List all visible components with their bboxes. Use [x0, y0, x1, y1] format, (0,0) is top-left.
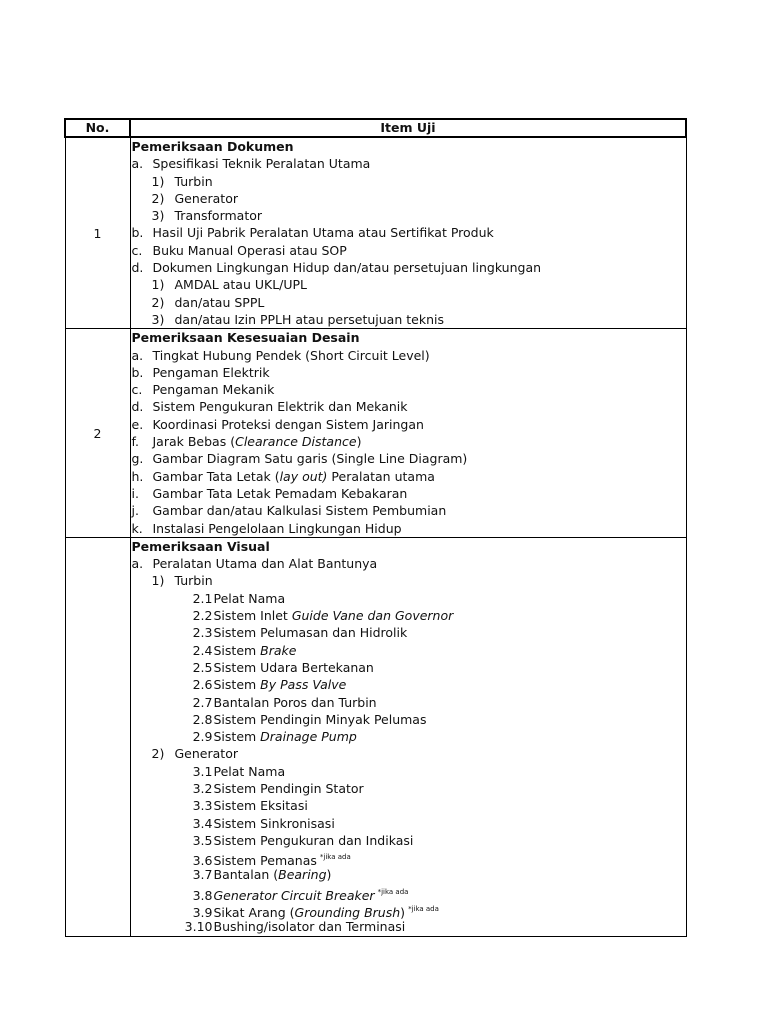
list-marker: b. — [131, 225, 144, 241]
list-item-lettered — [131, 520, 686, 537]
item-text: Pengaman Elektrik — [152, 364, 270, 380]
item-text: Generator Circuit Breaker — [213, 887, 375, 903]
list-item-subsection — [131, 676, 686, 693]
list-marker: 2) — [151, 190, 165, 206]
list-marker: 2.5 — [192, 659, 213, 675]
list-item-subsection — [131, 607, 686, 624]
list-item-subsection — [131, 797, 686, 814]
list-marker: 1) — [151, 277, 165, 293]
item-text: ) — [356, 434, 362, 450]
list-marker: d. — [131, 399, 144, 415]
list-marker: 3.1 — [192, 763, 213, 779]
item-text: Gambar Tata Letak Pemadam Kebakaran — [152, 485, 408, 501]
table-body — [65, 137, 686, 936]
item-text: Bushing/isolator dan Terminasi — [213, 919, 406, 935]
header-item-uji: Item Uji — [130, 119, 686, 137]
list-marker: 2.9 — [192, 729, 213, 745]
list-item-subsection — [131, 659, 686, 676]
list-item-lettered — [131, 433, 686, 450]
list-item-lettered — [131, 259, 686, 276]
list-marker: 2.4 — [192, 642, 213, 658]
list-marker: 3) — [151, 208, 165, 224]
item-text: Sistem Pendingin Stator — [213, 780, 364, 796]
list-marker: h. — [131, 468, 144, 484]
item-text: Grounding Brush — [294, 905, 401, 921]
list-item-lettered — [131, 155, 686, 172]
list-item-numbered — [131, 294, 686, 311]
list-marker: 3.6 — [192, 853, 213, 869]
list-item-subsection — [131, 711, 686, 728]
item-text: Generator — [174, 190, 238, 206]
item-text: Gambar Diagram Satu garis (Single Line Diagram) — [152, 451, 468, 467]
test-items-table — [64, 118, 687, 937]
item-text: dan/atau Izin PPLH atau persetujuan teknis — [174, 311, 444, 327]
item-text: Sistem Inlet — [213, 608, 292, 624]
list-marker: 2.6 — [192, 677, 213, 693]
row-number: 1 — [65, 137, 130, 329]
table-row — [65, 537, 686, 936]
item-text: Hasil Uji Pabrik Peralatan Utama atau Sertifikat Produk — [152, 225, 494, 241]
list-item-subsection — [131, 918, 686, 935]
item-text: Jarak Bebas ( — [152, 434, 236, 450]
list-item-lettered — [131, 468, 686, 485]
list-item-lettered — [131, 502, 686, 519]
item-text: Clearance Distance — [235, 434, 357, 450]
item-text: Koordinasi Proteksi dengan Sistem Jaringan — [152, 416, 424, 432]
list-marker: 3.7 — [192, 867, 213, 883]
item-text: AMDAL atau UKL/UPL — [174, 277, 308, 293]
list-marker: 3) — [151, 311, 165, 327]
table-row — [65, 137, 686, 329]
table-header-row — [65, 119, 686, 137]
item-text: Turbin — [174, 173, 213, 189]
list-marker: 2.8 — [192, 711, 213, 727]
list-item-lettered — [131, 555, 686, 572]
section-title: Pemeriksaan Kesesuaian Desain — [131, 330, 360, 346]
item-text: Peralatan utama — [327, 468, 435, 484]
item-text: lay out) — [279, 468, 328, 484]
item-text: Sistem Sinkronisasi — [213, 815, 335, 831]
item-text: Sistem Pemanas — [213, 853, 317, 869]
list-item-numbered — [131, 572, 686, 589]
item-text: Buku Manual Operasi atau SOP — [152, 242, 347, 258]
table-row — [65, 329, 686, 538]
item-text: Drainage Pump — [260, 729, 357, 745]
item-text: Pelat Nama — [213, 763, 286, 779]
list-marker: 2) — [151, 746, 165, 762]
item-text: Peralatan Utama dan Alat Bantunya — [152, 556, 378, 572]
item-text: Spesifikasi Teknik Peralatan Utama — [152, 156, 371, 172]
list-item-lettered — [131, 381, 686, 398]
row-items — [130, 137, 686, 329]
item-text: Tingkat Hubung Pendek (Short Circuit Level) — [152, 347, 430, 363]
list-item-numbered — [131, 311, 686, 328]
list-item-subsection — [131, 866, 686, 883]
footnote-marker: *jika ada — [319, 853, 351, 862]
list-marker: a. — [131, 156, 144, 172]
item-text: Turbin — [174, 573, 213, 589]
list-marker: c. — [131, 242, 143, 258]
item-text: Instalasi Pengelolaan Lingkungan Hidup — [152, 520, 402, 536]
row-items — [130, 537, 686, 936]
list-item-lettered — [131, 242, 686, 259]
list-marker: a. — [131, 556, 144, 572]
list-item-lettered — [131, 485, 686, 502]
item-text: Sistem Udara Bertekanan — [213, 659, 374, 675]
list-item-lettered — [131, 450, 686, 467]
row-items — [130, 329, 686, 538]
item-text: dan/atau SPPL — [174, 294, 265, 310]
list-item-subsection — [131, 694, 686, 711]
list-marker: f. — [131, 434, 139, 450]
item-text: Dokumen Lingkungan Hidup dan/atau persetujuan lingkungan — [152, 260, 542, 276]
list-marker: e. — [131, 416, 144, 432]
item-text: Sistem — [213, 729, 261, 745]
list-marker: 3.5 — [192, 832, 213, 848]
list-item-lettered — [131, 398, 686, 415]
item-text: ) — [326, 867, 332, 883]
list-marker: 3.2 — [192, 780, 213, 796]
item-text: Sistem Eksitasi — [213, 798, 308, 814]
item-text: Bantalan Poros dan Turbin — [213, 694, 377, 710]
list-item-lettered — [131, 347, 686, 364]
footnote-marker: *jika ada — [377, 887, 409, 896]
list-item-numbered — [131, 745, 686, 762]
list-item-subsection — [131, 780, 686, 797]
list-marker: d. — [131, 260, 144, 276]
item-text: Generator — [174, 746, 238, 762]
list-marker: 3.4 — [192, 815, 213, 831]
item-text: Sistem Pelumasan dan Hidrolik — [213, 625, 408, 641]
item-text: Gambar Tata Letak ( — [152, 468, 280, 484]
list-item-numbered — [131, 190, 686, 207]
list-item-subsection — [131, 849, 686, 869]
item-text: By Pass Valve — [260, 677, 347, 693]
header-no: No. — [65, 119, 130, 137]
list-item-numbered — [131, 173, 686, 190]
section-title: Pemeriksaan Visual — [131, 538, 270, 554]
section-title: Pemeriksaan Dokumen — [131, 139, 294, 154]
list-marker: 2) — [151, 294, 165, 310]
item-text: Bantalan ( — [213, 867, 279, 883]
list-marker: 2.7 — [192, 694, 213, 710]
item-text: Sistem — [213, 677, 261, 693]
list-item-subsection — [131, 642, 686, 659]
list-item-numbered — [131, 207, 686, 224]
list-marker: a. — [131, 347, 144, 363]
list-item-subsection — [131, 728, 686, 745]
list-item-subsection — [131, 815, 686, 832]
list-item-subsection — [131, 832, 686, 849]
item-text: Brake — [260, 642, 297, 658]
list-marker: 3.3 — [192, 798, 213, 814]
item-text: Sistem Pengukuran Elektrik dan Mekanik — [152, 399, 408, 415]
item-text: Pelat Nama — [213, 590, 286, 606]
list-marker: 2.1 — [192, 590, 213, 606]
item-text: ) — [400, 905, 406, 921]
list-item-subsection — [131, 624, 686, 641]
list-marker: 2.2 — [192, 608, 213, 624]
item-text: Sikat Arang ( — [213, 905, 295, 921]
list-marker: 3.9 — [192, 905, 213, 921]
list-marker: 1) — [151, 573, 165, 589]
item-text: Gambar dan/atau Kalkulasi Sistem Pembumian — [152, 503, 447, 519]
item-text: Sistem Pengukuran dan Indikasi — [213, 832, 414, 848]
item-text: Sistem — [213, 642, 261, 658]
list-marker: 3.10 — [184, 919, 213, 935]
list-marker: b. — [131, 364, 144, 380]
item-text: Pengaman Mekanik — [152, 382, 275, 398]
item-text: Guide Vane dan Governor — [291, 608, 454, 624]
list-item-subsection — [131, 901, 686, 921]
row-number: 2 — [65, 329, 130, 538]
list-marker: j. — [131, 503, 139, 519]
list-item-subsection — [131, 884, 686, 901]
list-item-lettered — [131, 416, 686, 433]
row-number — [65, 537, 130, 936]
list-item-subsection — [131, 763, 686, 780]
list-marker: c. — [131, 382, 143, 398]
list-marker: 3.8 — [192, 887, 213, 903]
item-text: Sistem Pendingin Minyak Pelumas — [213, 711, 427, 727]
item-text: Bearing — [278, 867, 327, 883]
list-marker: k. — [131, 520, 143, 536]
list-marker: i. — [131, 485, 139, 501]
list-item-lettered — [131, 224, 686, 241]
list-marker: g. — [131, 451, 144, 467]
list-item-lettered — [131, 364, 686, 381]
list-item-subsection — [131, 590, 686, 607]
item-text: Transformator — [174, 208, 263, 224]
footnote-marker: *jika ada — [408, 905, 439, 914]
list-marker: 1) — [151, 173, 165, 189]
list-marker: 2.3 — [192, 625, 213, 641]
list-item-numbered — [131, 276, 686, 293]
